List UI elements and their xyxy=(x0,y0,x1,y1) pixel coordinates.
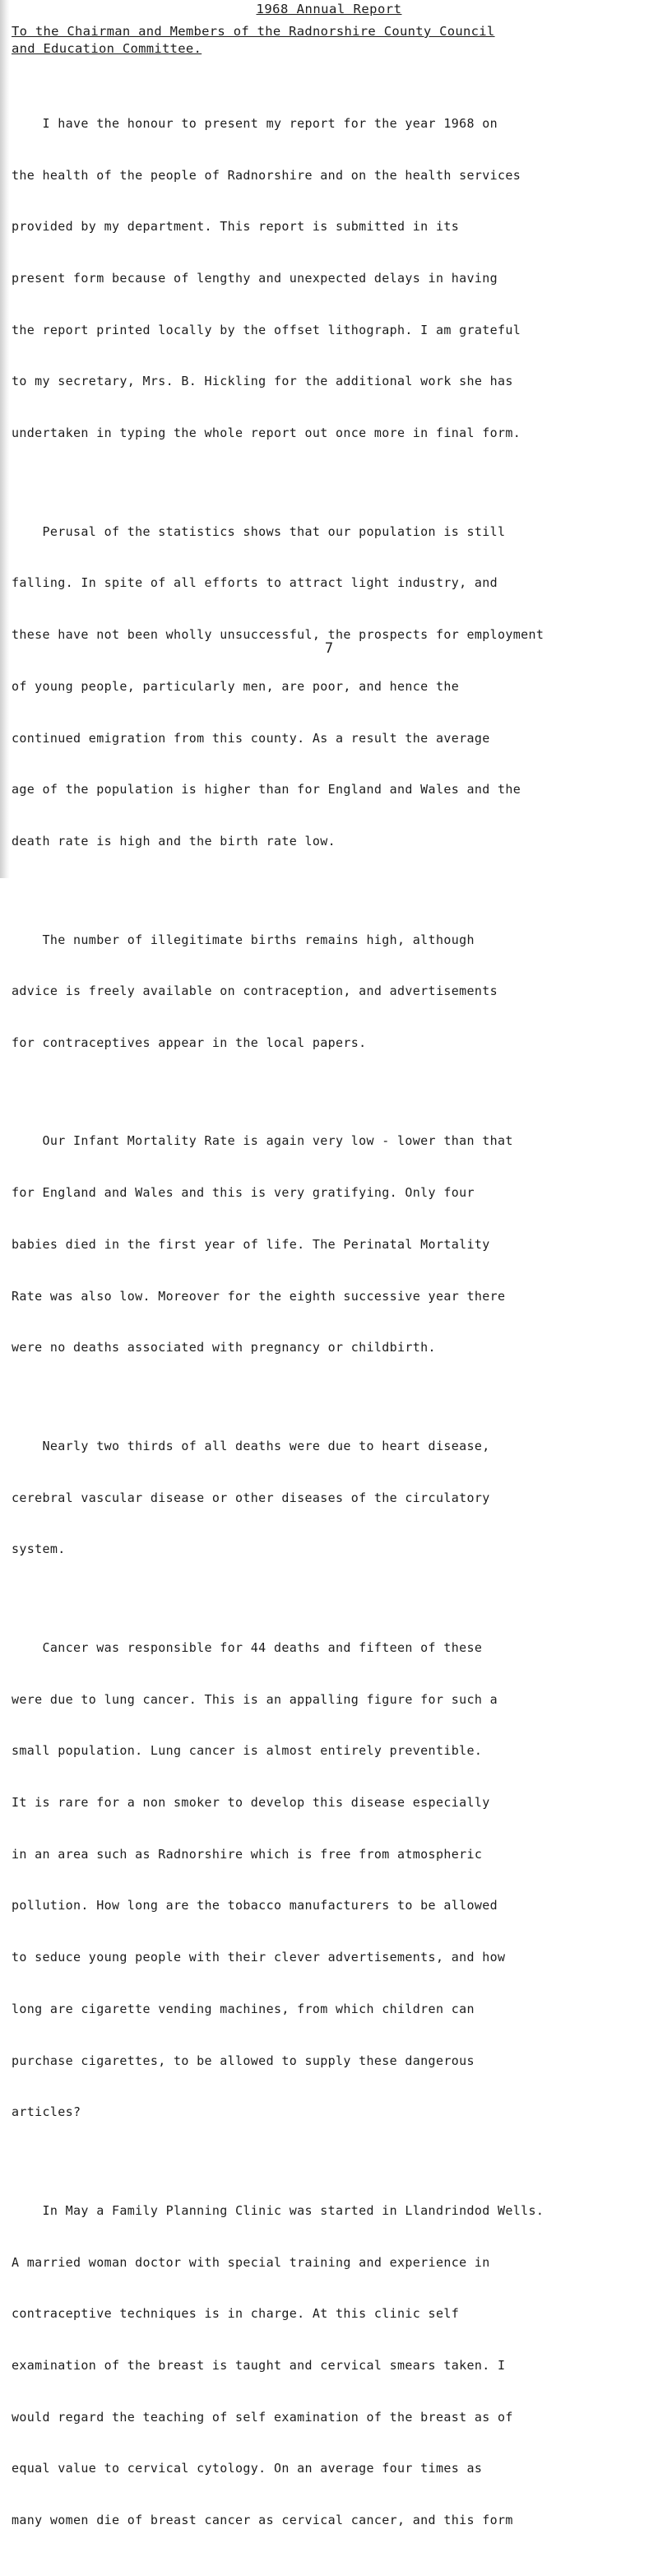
text-line: present form because of lengthy and unexpected delays in having xyxy=(12,270,498,286)
text-line: the health of the people of Radnorshire and on the health services xyxy=(12,167,521,183)
paragraph-infant-mortality xyxy=(12,1099,645,1391)
text-line: babies died in the first year of life. The Perinatal Mortality xyxy=(12,1236,490,1252)
text-line: The number of illegitimate births remains high, although xyxy=(12,932,475,947)
text-line: equal value to cervical cytology. On an average four times as xyxy=(12,2461,483,2476)
text-line: small population. Lung cancer is almost entirely preventible. xyxy=(12,1743,483,1759)
text-line: undertaken in typing the whole report out once more in final form. xyxy=(12,425,521,441)
text-line: examination of the breast is taught and cervical smears taken. I xyxy=(12,2358,506,2373)
paragraph-introduction xyxy=(12,81,645,477)
text-line: provided by my department. This report is submitted in its xyxy=(12,219,460,235)
text-line: Perusal of the statistics shows that our population is still xyxy=(12,523,506,539)
text-line: long are cigarette vending machines, from which children can xyxy=(12,2001,475,2016)
report-body xyxy=(12,81,645,2576)
text-line: Rate was also low. Moreover for the eighth successive year there xyxy=(12,1288,506,1304)
text-line: Nearly two thirds of all deaths were due to heart disease, xyxy=(12,1438,490,1453)
text-line: In May a Family Planning Clinic was started in Llandrindod Wells. xyxy=(12,2202,544,2218)
text-line: many women die of breast cancer as cervical cancer, and this form xyxy=(12,2513,513,2528)
text-line: articles? xyxy=(12,2104,81,2120)
address-line: To the Chairman and Members of the Radnorshire County Council xyxy=(12,24,495,39)
text-line: continued emigration from this county. As a result the average xyxy=(12,730,490,746)
text-line: for contraceptives appear in the local papers. xyxy=(12,1035,367,1050)
text-line: these have not been wholly unsuccessful, the prospects for employment xyxy=(12,627,544,643)
text-line: A married woman doctor with special training and experience in xyxy=(12,2254,490,2270)
text-line: system. xyxy=(12,1541,66,1557)
text-line: were due to lung cancer. This is an appalling figure for such a xyxy=(12,1691,498,1707)
text-line: pollution. How long are the tobacco manufacturers to be allowed xyxy=(12,1898,498,1913)
text-line: to my secretary, Mrs. B. Hickling for the additional work she has xyxy=(12,374,513,389)
text-line: of young people, particularly men, are poor, and hence the xyxy=(12,678,460,694)
paragraph-population xyxy=(12,489,645,885)
text-line: purchase cigarettes, to be allowed to supply these dangerous xyxy=(12,2053,475,2068)
address-line: and Education Committee. xyxy=(12,41,202,56)
paragraph-illegitimate-births xyxy=(12,897,645,1086)
paragraph-family-planning xyxy=(12,2168,645,2564)
text-line: falling. In spite of all efforts to attract light industry, and xyxy=(12,575,498,591)
text-line: Cancer was responsible for 44 deaths and fifteen of these xyxy=(12,1639,483,1655)
paragraph-heart-disease xyxy=(12,1403,645,1593)
text-line: contraceptive techniques is in charge. At this clinic self xyxy=(12,2306,460,2322)
text-line: were no deaths associated with pregnancy or childbirth. xyxy=(12,1340,436,1355)
binding-edge xyxy=(0,0,10,878)
text-line: the report printed locally by the offset lithograph. I am grateful xyxy=(12,322,521,337)
text-line: advice is freely available on contraception, and advertisements xyxy=(12,983,498,999)
page-number: 7 xyxy=(324,640,334,657)
address-block xyxy=(12,23,637,58)
text-line: for England and Wales and this is very gratifying. Only four xyxy=(12,1185,475,1201)
text-line: death rate is high and the birth rate low. xyxy=(12,833,336,849)
paragraph-cancer xyxy=(12,1605,645,2155)
text-line: cerebral vascular disease or other diseases of the circulatory xyxy=(12,1490,490,1505)
text-line: age of the population is higher than for England and Wales and the xyxy=(12,782,521,797)
running-head: 1968 Annual Report xyxy=(256,2,402,16)
text-line: in an area such as Radnorshire which is free from atmospheric xyxy=(12,1846,483,1862)
text-line: It is rare for a non smoker to develop this disease especially xyxy=(12,1795,490,1810)
text-line: to seduce young people with their clever advertisements, and how xyxy=(12,1950,506,1965)
text-line: I have the honour to present my report for the year 1968 on xyxy=(12,115,498,131)
text-line: Our Infant Mortality Rate is again very low - lower than that xyxy=(12,1133,513,1149)
text-line: would regard the teaching of self examination of the breast as of xyxy=(12,2409,513,2425)
